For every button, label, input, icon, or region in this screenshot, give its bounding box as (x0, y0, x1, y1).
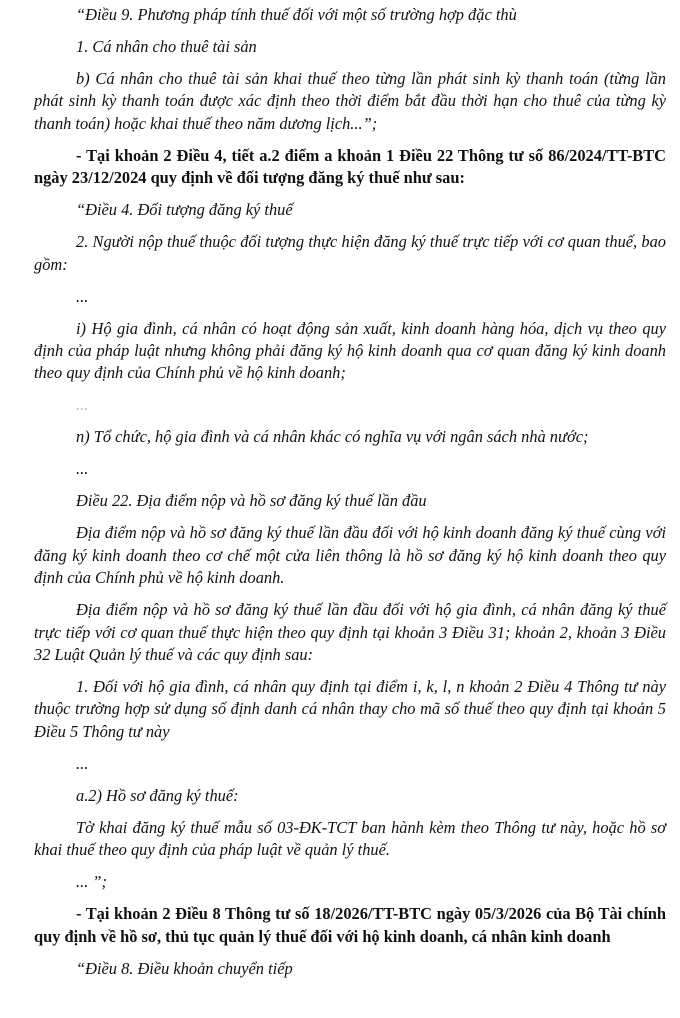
ellipsis-1: ... (76, 286, 89, 306)
quote-article-4-title: “Điều 4. Đối tượng đăng ký thuế (76, 200, 293, 220)
point-a2-dossier: a.2) Hồ sơ đăng ký thuế: (76, 785, 239, 805)
article-22-title: Điều 22. Địa điểm nộp và hồ sơ đăng ký thuế lần đầu (76, 491, 427, 511)
ellipsis-2: ... (76, 395, 89, 415)
ellipsis-5-quote-end: ... ”; (76, 872, 107, 892)
quote-article-8-title: “Điều 8. Điều khoản chuyển tiếp (76, 958, 293, 978)
article-22-para-1: Địa điểm nộp và hồ sơ đăng ký thuế lần đầu đối với hộ kinh doanh đăng ký thuế cùng với đăng ký kinh doanh theo cơ chế một cửa liên thông là hồ sơ đăng ký hộ kinh doanh theo quy định của Chính phủ về hộ kinh doanh. (34, 523, 666, 588)
reference-circular-86: - Tại khoản 2 Điều 4, tiết a.2 điểm a khoản 1 Điều 22 Thông tư số 86/2024/TT-BTC ngày 23/12/2024 quy định về đối tượng đăng ký thuế như sau: (34, 145, 666, 188)
point-n-other-entities: n) Tổ chức, hộ gia đình và cá nhân khác có nghĩa vụ với ngân sách nhà nước; (76, 427, 589, 447)
clause-2-direct-registration: 2. Người nộp thuế thuộc đối tượng thực hiện đăng ký thuế trực tiếp với cơ quan thuế, bao gồm: (34, 232, 666, 274)
clause-1-asset-lessor: 1. Cá nhân cho thuê tài sản (76, 37, 257, 56)
ellipsis-3: ... (76, 459, 89, 479)
article-22-clause-1: 1. Đối với hộ gia đình, cá nhân quy định tại điểm i, k, l, n khoản 2 Điều 4 Thông tư này thuộc trường hợp sử dụng số định danh cá nhân thay cho mã số thuế theo quy định tại khoản 5 Điều 5 Thông tư này (34, 677, 666, 741)
point-b-declaration: b) Cá nhân cho thuê tài sản khai thuế theo từng lần phát sinh kỳ thanh toán (từng lần phát sinh kỳ thanh toán được xác định theo thời điểm bắt đầu thời hạn cho thuê của từng kỳ thanh toán) hoặc khai thuế theo năm dương lịch...”; (34, 69, 666, 133)
reference-circular-18: - Tại khoản 2 Điều 8 Thông tư số 18/2026/TT-BTC ngày 05/3/2026 của Bộ Tài chính quy định về hồ sơ, thủ tục quản lý thuế đối với hộ kinh doanh, cá nhân kinh doanh (34, 904, 666, 946)
ellipsis-4: ... (76, 753, 89, 773)
quote-article-9-title: “Điều 9. Phương pháp tính thuế đối với một số trường hợp đặc thù (76, 5, 517, 24)
declaration-form-03: Tờ khai đăng ký thuế mẫu số 03-ĐK-TCT ban hành kèm theo Thông tư này, hoặc hồ sơ khai thuế theo quy định của pháp luật về quản lý thuế. (34, 817, 666, 860)
document-page (34, 0, 666, 990)
point-i-households: i) Hộ gia đình, cá nhân có hoạt động sản xuất, kinh doanh hàng hóa, dịch vụ theo quy định của pháp luật nhưng không phải đăng ký hộ kinh doanh qua cơ quan đăng ký kinh doanh theo quy định của Chính phủ về hộ kinh doanh; (34, 318, 666, 383)
article-22-para-2: Địa điểm nộp và hồ sơ đăng ký thuế lần đầu đối với hộ gia đình, cá nhân đăng ký thuế trực tiếp với cơ quan thuế thực hiện theo quy định tại khoản 3 Điều 31; khoản 2, khoản 3 Điều 32 Luật Quản lý thuế và các quy định sau: (34, 600, 666, 665)
